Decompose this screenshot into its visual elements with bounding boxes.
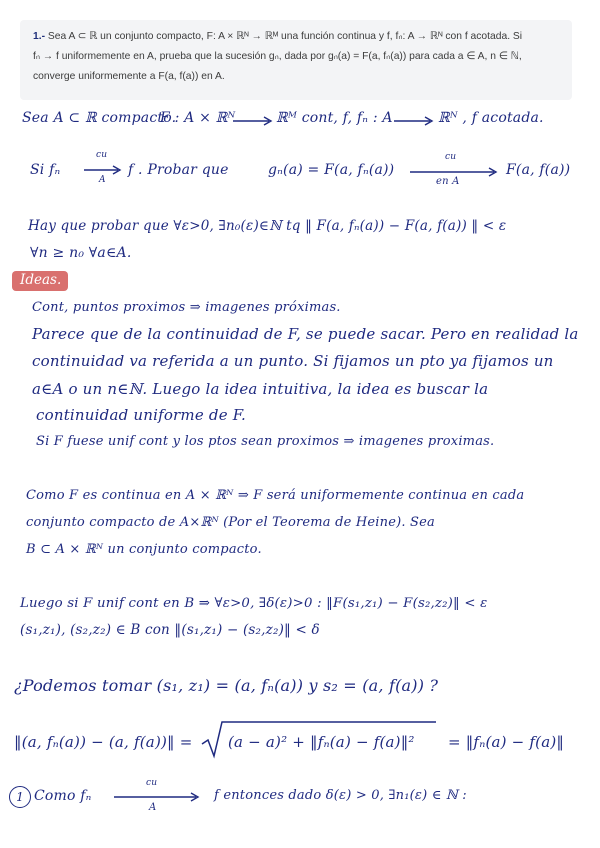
norm-eq-left: ‖(a, fₙ(a)) − (a, f(a))‖ = [14, 733, 193, 751]
note-hyp-c: ℝᴹ cont, f, fₙ : A [276, 110, 393, 126]
note-goal-cu-2: cu [445, 152, 457, 162]
idea-line-6: Si F fuese unif cont y los ptos sean proximos ⇒ imagenes proximas. [36, 434, 495, 449]
step1-b: f entonces dado δ(ε) > 0, ∃n₁(ε) ∈ ℕ : [214, 788, 467, 803]
idea-line-1: Cont, puntos proximos ⇒ imagenes próximas. [32, 300, 341, 315]
idea-line-2: Parece que de la continuidad de F, se puede sacar. Pero en realidad la [32, 325, 579, 343]
problem-line-1: Sea A ⊂ ℝ un conjunto compacto, F: A × ℝᴺ → ℝᴹ una función continua y f, fₙ: A → ℝᴺ con f acotada. Si [47, 31, 523, 42]
arrow-right-icon [114, 792, 204, 802]
step1-a-label: A [149, 802, 157, 813]
norm-eq-radicand: (a − a)² + ‖fₙ(a) − f(a)‖² [228, 733, 415, 751]
idea-line-3: continuidad va referida a un punto. Si fijamos un pto ya fijamos un [32, 352, 554, 370]
note-goal-cu-1: cu [96, 150, 108, 160]
problem-statement [20, 20, 572, 100]
note-epsilon-statement: Hay que probar que ∀ε>0, ∃n₀(ε)∈ℕ tq ‖ F(a, fₙ(a)) − F(a, f(a)) ‖ < ε [28, 218, 507, 234]
note-goal-c: gₙ(a) = F(a, fₙ(a)) [268, 162, 395, 178]
ideas-badge: Ideas. [12, 271, 68, 291]
note-goal-a: Si fₙ [30, 162, 61, 178]
problem-line-2: fₙ → f uniformemente en A, prueba que la sucesión gₙ, dada por gₙ(a) = F(a, fₙ(a)) para cada a ∈ A, n ∈ ℕ, [33, 51, 522, 62]
step1-a: Como fₙ [34, 788, 92, 804]
question-line: ¿Podemos tomar (s₁, z₁) = (a, fₙ(a)) y s₂ = (a, f(a)) ? [14, 676, 439, 695]
note-hyp-d: ℝᴺ , f acotada. [438, 110, 544, 126]
cont-line-1: Como F es continua en A × ℝᴺ ⇒ F será uniformemente continua en cada [26, 488, 525, 503]
cont-line-2: conjunto compacto de A×ℝᴺ (Por el Teorema de Heine). Sea [26, 515, 435, 530]
note-goal-b: f . Probar que [128, 162, 229, 178]
idea-line-5: continuidad uniforme de F. [36, 406, 246, 424]
note-hyp-b: F : A × ℝᴺ [160, 110, 236, 126]
unif-line-1: Luego si F unif cont en B ⇒ ∀ε>0, ∃δ(ε)>0 : ‖F(s₁,z₁) − F(s₂,z₂)‖ < ε [20, 596, 488, 611]
step-number-badge: 1 [9, 786, 31, 808]
note-goal-a-label-1: A [99, 175, 106, 185]
step1-cu: cu [146, 778, 158, 788]
arrow-right-icon [394, 116, 434, 126]
note-goal-en-a: en A [436, 176, 460, 187]
note-for-all: ∀n ≥ n₀ ∀a∈A. [30, 245, 132, 261]
problem-line-3: converge uniformemente a F(a, f(a)) en A. [33, 71, 225, 82]
idea-line-4: a∈A o un n∈ℕ. Luego la idea intuitiva, la idea es buscar la [32, 380, 489, 398]
arrow-right-icon [233, 116, 273, 126]
arrow-right-icon [84, 165, 124, 175]
norm-eq-right: = ‖fₙ(a) − f(a)‖ [448, 733, 565, 751]
note-goal-d: F(a, f(a)) [506, 162, 571, 178]
cont-line-3: B ⊂ A × ℝᴺ un conjunto compacto. [26, 542, 262, 557]
note-hyp-a: Sea A ⊂ ℝ compacto. [22, 110, 177, 126]
unif-line-2: (s₁,z₁), (s₂,z₂) ∈ B con ‖(s₁,z₁) − (s₂,z₂)‖ < δ [20, 622, 320, 638]
problem-number: 1.- [33, 31, 46, 42]
